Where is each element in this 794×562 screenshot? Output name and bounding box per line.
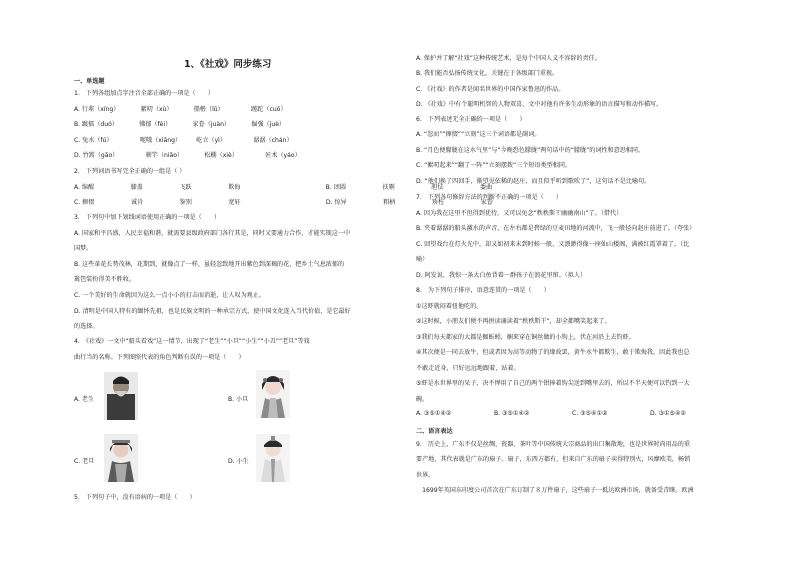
question-1-line: D. 竹篙（gāo） 蕲竿（niǎo） 松棚（xiè） 匠术（yáo）	[74, 152, 301, 159]
question-6-line: C. “絮叨起来”“翻了一阵”“立刻摆拨”三个短语类型相同。	[416, 162, 572, 170]
q8-option-d: D. ③①⑤④②	[650, 410, 686, 417]
question-4-line: 4. 《社戏》一文中“船头看戏”这一情节，出现了“老生”“小旦”“小生”“小丑”“老旦”等戏	[74, 338, 310, 345]
section-heading-language-expression: 二、语言表达	[416, 428, 453, 435]
question-5-option-line: C. 《社戏》的作者是闻名世界的中国作家鲁迅的作品。	[416, 85, 565, 93]
question-9-line: 9. 历史上，广东不仅是丝绸、瓷器、茶叶等中国传统大宗商品的出口集散地，也是世界时尚用品的重	[416, 441, 690, 448]
portrait-label-c: C. 老旦	[74, 458, 95, 465]
question-3-line: 篱笆装扮得美不胜收。	[74, 276, 135, 284]
question-1-line: B. 踱擂（duó） 怫郁（fèi） 家眷（juàn） 倔强（juè）	[74, 121, 286, 128]
question-8-line: ③我们每天都家的大都是掘蚯蚓，捆来穿在铜丝做的小钩上，伏在河沿上去钓虾。	[416, 333, 635, 341]
question-7-line: 喻）	[416, 256, 429, 263]
portrait-label-a: A. 老生	[74, 396, 95, 403]
laosheng-portrait-icon	[104, 372, 138, 420]
laodan-portrait-icon	[104, 434, 138, 482]
question-5-option-line: D. 《社戏》中有个聪明机智的人物双喜，文中对他有许多生动形象的语言描写和动作描写。	[416, 101, 663, 109]
question-2-line: 2. 下列词语书写完全正确的一组是（ ）	[74, 168, 186, 175]
question-9-line: 1699年英国东印度公司首次在广东订制了８万件扇子，这些扇子一抵达欧洲市场，就备受青睐。欧洲	[416, 487, 694, 495]
question-6-line: 6. 下列表述无全正确的一项是（ ）	[416, 116, 526, 123]
question-5-stem: 5. 下列句子中，没有语病的一项是（ ）	[74, 494, 196, 501]
portrait-label-b: B. 小旦	[228, 396, 249, 403]
question-1-line: C. 兔水（fú） 呃哦（xiāng） 屹立（yì） 潺潺（chán）	[74, 136, 293, 144]
question-7-line: C. 回望戏台在灯火光中，却又如初来未到时候一般，又漂渺得像一座仙山楼阁，满被红霞罩着了。（比	[416, 240, 690, 248]
question-4-line: 曲行当的名称。下列图照代表的角色判断有误的一项是（ ）	[74, 353, 245, 361]
question-6-line: B. “月色便朦胧在这水气里”与“今晚恐色朦胧”两句话中的“朦胧”的词性和意思相同。	[416, 146, 645, 154]
question-3-line: B. 这些革花长势茂林，花期到，就像点了一样，虽轻忽致地开出紫色到深褐的花，把乡土气息浓郁的	[74, 260, 345, 268]
section-heading-single-choice: 一、单选题	[74, 78, 105, 85]
page-title: 1、《社戏》同步练习	[184, 59, 272, 70]
xiaodan-portrait-icon	[256, 370, 290, 418]
question-8-line: ④其次便是一同去放牛，但或者因为高等动物了的缘故罢，黄牛水牛都欺生，敢于欺侮我，因此我也总	[416, 349, 690, 356]
question-9-line: 要产地，其代表就是广东的扇子。扇子，东西方都有，但来自广东的扇子卖得特别火，风靡欧美，畅销	[416, 456, 691, 464]
q8-option-b: B. ③⑤①④②	[494, 410, 530, 417]
question-3-line: 的选择。	[74, 323, 99, 331]
question-7-line: A. 因为我在这里不但得到优待，又可以免念“秩秩斯干幽幽南山”了。（借代）	[416, 209, 623, 217]
question-7-line: B. 夹着潺潺的船头激水的声音，在左右都是碧绿的豆麦田地的河流中，飞一般径向赵庄前进了。（夸张）	[416, 225, 696, 232]
question-8-line: 不敢走近身，只好远远地跟着，站着。	[416, 364, 520, 372]
question-8-line: 碗。	[416, 395, 429, 403]
question-3-line: 国梦。	[74, 245, 93, 253]
question-3-line: D. 清明是中国人特有的缅怀先祖，也是民族文明的一种承宗方式，使中国文化连入当代价值，是它最好	[74, 307, 351, 315]
question-8-line: ①这虾就闷着扭他吃的。	[416, 302, 483, 310]
q8-option-c: C. ③⑤④①②	[572, 410, 608, 417]
question-3-line: A. 国家和平昌盛，人民幸福和谐，就需要县级政府部门各行其是，同时又要通力合作，才能实现这一中	[74, 229, 351, 237]
q8-option-a: A. ③⑤①④②	[416, 410, 452, 417]
question-9-line: 世界。	[416, 471, 435, 479]
question-8-line: ⑤虾是水世界里的呆子，决不惮用了自己的两个钳捧着钩尖送到嘴里去的，所以不半天便可以钓到一大	[416, 380, 690, 387]
question-3-line: C. 一个美好的生命就因为这么一点小小的打击而消逝，让人叹为观止。	[74, 292, 265, 299]
question-1-line: A. 行辈（xíng） 絮叨（xù） 船橹（lǔ） 蹉跎（cuō）	[74, 105, 287, 113]
question-7-line: 7. 下列各句修辞方法的判断不正确的一项是（ ）	[416, 194, 562, 201]
portrait-label-d: D. 小生	[228, 458, 249, 465]
question-6-line: D. “他们换了四回手，渐望见依稀的赵庄，而且似乎听到歌吹了”，这句话不是比喻句。	[416, 177, 651, 185]
question-3-line: 3. 下列句中加下划线词语使用正确的一项是（ ）	[74, 214, 220, 221]
question-2-line: A. 绵醒 膝盖 飞跃 欺侮 B. 团圆 扶剔 胆怯 委曲	[74, 183, 493, 191]
question-6-line: A. “忽而”“撺掇”“立刻”这三个词语都是副词。	[416, 131, 541, 139]
question-8-line: ②这时候，小朋友们便不再拼读诵读着“秩秩斯干”，却全都嘴笑起来了。	[416, 318, 611, 325]
xiaosheng-portrait-icon	[256, 434, 290, 482]
question-5-option-line: A. 保护并了解“社戏”这种传统艺术，是每个中国人义不容辞的责任。	[416, 55, 601, 62]
question-7-line: D. 阿发说，我惊一条大白鱼背着一群孩子在浪花里窜。（拟人）	[416, 271, 587, 279]
question-1-line: 1. 下列各组加点字注音全部正确的一项是（ ）	[74, 90, 214, 97]
question-5-option-line: B. 我们能否弘扬传统文化，关键在于各级部门重视。	[416, 70, 559, 78]
question-2-line: C. 撺掇 诚肯 鉴别 宽轩 D. 惊异 粗柄 矫枉 家眷	[74, 199, 493, 206]
question-8-line: 8. 为下列句子排序，语意连贯的一项是（ ）	[416, 287, 550, 294]
